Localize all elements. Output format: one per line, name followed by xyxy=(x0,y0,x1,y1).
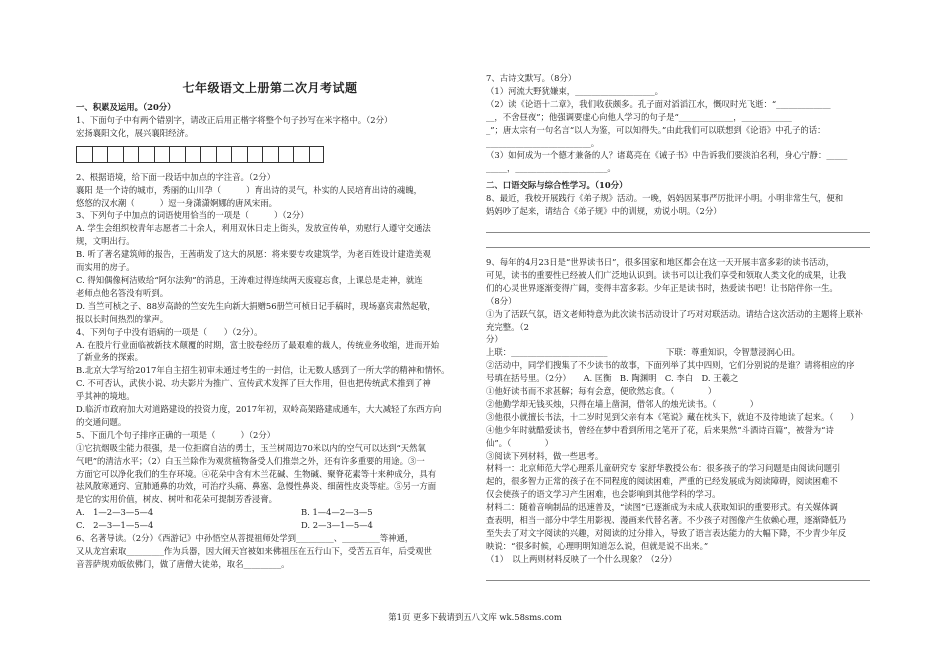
text-line: 二、口语交际与综合性学习。（10分） xyxy=(486,180,628,191)
text-line: 报以长时间热烈的掌声。 xyxy=(76,313,169,324)
grid-cell[interactable] xyxy=(107,146,123,163)
q5-option-b: B. 1—4—2—3—5 xyxy=(301,507,373,518)
grid-cell[interactable] xyxy=(293,146,309,163)
text-line: ④他少年时就酷爱读书，曾经在梦中看到所用之笔开了花，后来果然“斗酒诗百篇”，被誉为“诗 xyxy=(486,424,834,435)
text-line: 7、古诗文默写。（8分） xyxy=(486,73,577,83)
text-line: 查表明，相当一部分中学生用影视、漫画来代替名著。不少孩子对图像产生依赖心理，逐渐降低乃 xyxy=(486,515,847,526)
text-line: 1、下面句子中有两个错别字，请改正后用正楷字将整个句子抄写在米字格中。（2分） xyxy=(76,114,393,125)
text-line: 们的心灵世界逐渐变得广阔，变得丰富多彩。少年正是读书时，热爱读书吧！让书陪伴你一生。 xyxy=(486,282,838,293)
text-line: 乎其神的境地。 xyxy=(76,391,135,402)
text-line: D.临沂市政府加大对道路建设的投资力度，2017年初，双岭高架路建成通车，大大减轻了东西方向 xyxy=(76,404,442,415)
text-line: 3、下列句子中加点的词语使用恰当的一项是（ ）（2分） xyxy=(76,210,309,221)
text-line: A. 在股片行业面临被新技术颠覆的时期，富士胶卷经历了最艰难的裁人，传统业务收缩，进而开始 xyxy=(76,339,440,350)
grid-cell[interactable] xyxy=(154,146,170,163)
text-line: 号填在括号里。（2分） A. 匡衡 B. 陶渊明 C. 李白 D. 王羲之 xyxy=(486,373,739,384)
text-line: 材料一：北京师范大学心理系儿童研究专 家舒华教授公布：很多孩子的学习问题是由阅读问题引 xyxy=(486,463,841,474)
text-line: 老师点他名答没有听到。 xyxy=(76,287,169,298)
text-line: ①它抗烟吸尘能力很强，是一位拒腐自洁的勇士，玉兰树周边70米以内的空气可以达到“天然氧 xyxy=(76,442,426,453)
grid-cell[interactable] xyxy=(185,146,201,163)
text-line: 2、根据语境，给下面一段话中加点的字注音。（2分） xyxy=(76,171,276,182)
text-line: C. 不可否认，武侠小说、功夫影片为推广、宣传武术发挥了巨大作用，但也把传统武术推到了神 xyxy=(76,378,431,389)
text-line: 8、最近，我校开展践行《弟子规》活动。一晚，妈妈因某事严厉批评小明。小明非常生气，便和 xyxy=(486,193,844,204)
text-line: 至失去了对文字阅读的兴趣，对阅读的过分排入，导致了语言表达能力的大幅下降，不少青少年反 xyxy=(486,528,847,538)
text-line: 音菩萨规劝皈依佛门，做了唐僧大徒弟，取名_________。 xyxy=(76,558,290,569)
grid-cell[interactable] xyxy=(309,146,325,163)
text-line: 又从龙宫索取_________作为兵器，因大闹天宫被如来佛祖压在五行山下，受苦五百年，后受观世 xyxy=(76,546,432,556)
answer-line xyxy=(486,570,870,581)
grid-cell[interactable] xyxy=(231,146,247,163)
text-line: 可见，读书的重要性已经被人们广泛地认识到。读书可以让我们享受和领取人类文化的成果，让我 xyxy=(486,269,847,280)
text-line: ③他很小就擅长书法，十二岁时见到父亲有本《笔说》藏在枕头下，就迫不及待地读了起来。（ ） xyxy=(486,411,859,422)
text-line: 方面它可以净化我们的生存环境。④花朵中含有木兰花碱、生物碱、聚脊花素等十来种成分，具有 xyxy=(76,468,437,479)
text-line: __，不舍昼夜”；他强调要虚心向他人学习的句子是“_____________，____________ xyxy=(486,111,792,122)
text-line: _________________________。 xyxy=(486,137,600,148)
text-line: 宏扬襄阳文化，展兴襄阳经济。 xyxy=(76,127,194,138)
text-line: 妈妈吵了起来，请结合《弟子规》中的训规，劝说小明。（2分） xyxy=(486,206,722,217)
text-line: C. 得知偶像柯洁败给“阿尔法狗”的消息，王涛难过得连续两天废寝忘食，上课总是走神，就连 xyxy=(76,274,423,285)
text-line: 一、积累及运用。（20分） xyxy=(76,102,176,112)
text-line: （1） 以上两则材料反映了一个什么现象？（2分） xyxy=(486,553,677,564)
q5-option-a: A. 1—2—3—5—4 xyxy=(76,507,154,518)
text-line: 5、下面几个句子排序正确的一项是（ ）（2分） xyxy=(76,429,276,440)
text-line: （3）如何成为一个德才兼备的人？诸葛亮在《诫子书》中告诉我们要淡泊名利，身心宁静：_____ xyxy=(486,150,848,161)
text-line: （8分） xyxy=(486,295,517,306)
text-line: 祛风散寒通窍、宣肺通鼻的功效，可治疗头痛、鼻塞、急慢性鼻炎、细菌性皮炎等症。⑤另一方面 xyxy=(76,481,437,492)
grid-cell[interactable] xyxy=(200,146,216,163)
text-line: （1）河流大野犹嫌束，___________________。 xyxy=(486,85,664,96)
text-line: （2）读《论语十二章》，我们收获颇多。孔子面对滔滔江水，慨叹时光飞逝：“_____________ xyxy=(486,98,831,109)
text-line: A. 学生会组织校青年志愿者二十余人，利用双休日走上街头，发放宣传单，劝慰行人遵守交通法 xyxy=(76,223,431,234)
text-line: 悠悠的汉水潮（ ）逗一身潇潇婀娜的唐风宋雨。 xyxy=(76,197,277,208)
grid-cell[interactable] xyxy=(262,146,278,163)
text-line: ②活动中，同学们搜集了不少读书的故事，下面列举了其中四则，它们分别说的是谁？请将相应的序 xyxy=(486,360,855,371)
answer-line xyxy=(486,222,870,233)
grid-cell[interactable] xyxy=(169,146,185,163)
text-line: ①他好读书而不求甚解；每有会意，便欣然忘食。（ ） xyxy=(486,386,717,397)
text-line: D. 当竺可桢之子、88岁高龄的竺安先生向新大捐赠56册竺可桢日记手稿时，现场嘉宾肃然起敬， xyxy=(76,300,436,311)
text-line: 了新业务的探索。 xyxy=(76,352,143,363)
grid-cell[interactable] xyxy=(278,146,294,163)
text-line: 6、名著导读。（2分）《西游记》中孙悟空从菩提祖师处学到_________、_________等神通， xyxy=(76,533,414,544)
text-line: _”；唐太宗有一句名言“以人为鉴，可以知得失。”由此我们可以联想到《论语》中孔子的话： xyxy=(486,124,826,135)
text-line: ②他勤学却无钱买烛，只得在墙上凿洞，借邻人的烛光读书。（ ） xyxy=(486,398,759,409)
grid-cell[interactable] xyxy=(123,146,139,163)
grid-cell[interactable] xyxy=(247,146,263,163)
grid-cell[interactable] xyxy=(92,146,108,163)
text-line: 规，文明出行。 xyxy=(76,236,135,247)
text-line: 起的，很多智力正常的孩子在不同程度的阅读困难，严重的已经发展成为阅读障碍，阅读困难不 xyxy=(486,476,838,487)
text-line: 而实用的房子。 xyxy=(76,262,135,273)
text-line: ①为了活跃气氛，语文老师特意为此次读书活动设计了巧对对联活动。请结合这次活动的主题将上联补充完整。（2 xyxy=(486,308,863,332)
text-line: _____，______________________。 xyxy=(486,163,616,174)
text-line: 材料二：随着音响制品的迅速普及，“读图”已逐渐成为未成人获取知识的重要形式。有关媒体调 xyxy=(486,502,838,513)
page-footer: 第1页 更多下载请到五八文库 wk.58sms.com xyxy=(388,612,562,622)
q5-options xyxy=(76,506,460,532)
text-line: 气吧”的清洁水平；（2）白玉兰除作为观赏植物备受人们推崇之外，还有许多重要的用途。③一 xyxy=(76,455,425,466)
text-line: 分） xyxy=(486,334,503,345)
grid-cell[interactable] xyxy=(138,146,154,163)
page-title: 七年级语文上册第二次月考试题 xyxy=(182,81,358,95)
q5-option-d: D. 2—3—1—5—4 xyxy=(301,520,373,531)
text-line: B. 听了著名建筑师的报告，王茜萌发了这大的夙愿：将来要专攻建筑学，为老百姓设计建造美观 xyxy=(76,249,431,260)
text-line: 9、每年的4月23日是“世界读书日”，很多国家和地区都会在这一天开展丰富多彩的读书活动， xyxy=(486,256,835,267)
q5-option-c: C. 2—3—1—5—4 xyxy=(76,520,154,531)
grid-cell[interactable] xyxy=(216,146,232,163)
text-line: 是它的实用价值，树皮、树叶和花朵可提制芳香浸膏。 xyxy=(76,494,277,505)
text-line: 上联：_______________________ 下联：尊重知识，令智慧浸润心田。 xyxy=(486,347,801,358)
answer-line xyxy=(486,237,870,248)
text-line: B.北京大学写给2017年自主招生初审未通过考生的一封信，让无数人感到了一所大学的精神和情怀。 xyxy=(76,365,450,376)
grid-cell[interactable] xyxy=(76,146,92,163)
text-line: 的交通问题。 xyxy=(76,416,127,427)
writing-grid xyxy=(76,146,460,163)
text-line: 映说：“很多时候，心理明明知道怎么说，但就是说不出来。” xyxy=(486,540,709,551)
text-line: 4、下列句子中没有语病的一项是（ ）（2分）。 xyxy=(76,326,263,337)
text-line: 仙”。（ ） xyxy=(486,437,554,448)
left-column xyxy=(76,101,460,571)
text-line: ③阅读下列材料，做一些思考。 xyxy=(486,450,604,461)
text-line: 仅会使孩子的语文学习产生困难，也会影响到其他学科的学习。 xyxy=(486,489,721,500)
right-column xyxy=(486,72,870,585)
text-line: 襄阳 是一个诗的城市，秀丽的山川孕（ ）育出诗的灵气，朴实的人民培育出诗的魂魄， xyxy=(76,184,423,195)
